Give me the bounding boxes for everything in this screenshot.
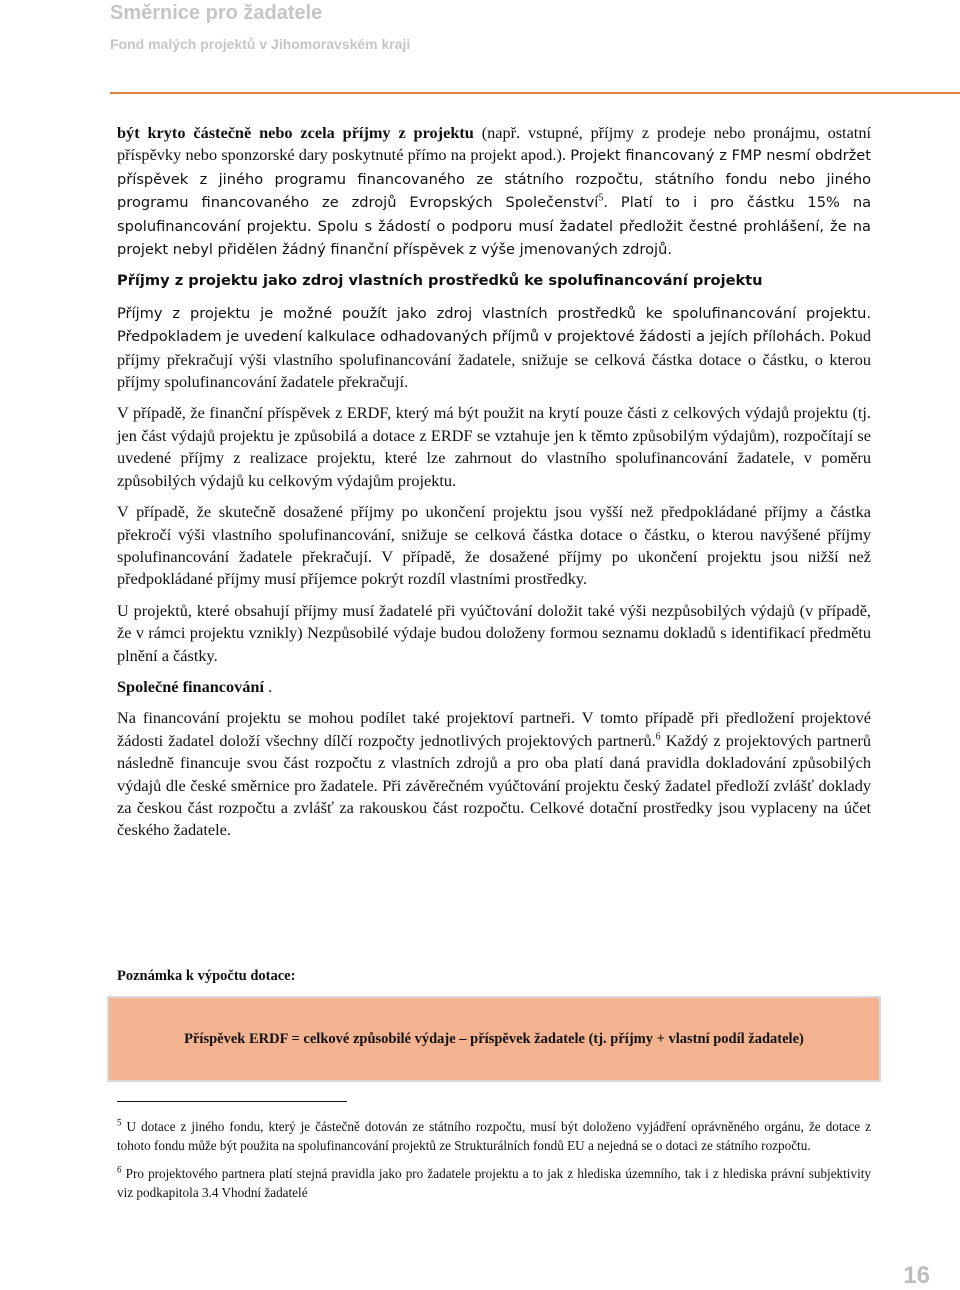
p6-part2: Každý z projektových partnerů následně financuje svou část rozpočtu z vlastních zdrojů a pro oba platí daná pravidla dokladování způsobilých výdajů dle české směrnice pro žadatele. Při závěrečném vyúčtování projektu český žadatel předloží zvlášť doklady za českou část rozpočtu a zvlášť za rakouskou část rozpočtu. Celkové dotační prostředky jsou vyplaceny na účet českého žadatele. [117, 730, 871, 840]
formula-box [107, 996, 881, 1082]
p6-part1: Na financování projektu se mohou podílet také projektoví partneři. V tomto případě při předložení projektové žádosti žadatel doloží všechny dílčí rozpočty jednotlivých projektových partnerů. [117, 708, 871, 750]
p2-sans-text: Příjmy z projektu je možné použít jako zdroj vlastních prostředků ke spolufinancování projektu. Předpokladem je uvedení kalkulace odhadovaných příjmů v projektové žádosti a jejích přílohách. [117, 304, 871, 346]
paragraph-income-source [117, 302, 871, 394]
footnote-divider [117, 1101, 347, 1102]
paragraph-joint-financing [117, 707, 871, 841]
header-divider [110, 92, 960, 94]
heading2-suffix: . [264, 676, 273, 696]
p4-part2: V případě, že dosažené příjmy po ukončení projektu jsou nižší než předpokládané příjmy musí příjemce pokrýt rozdíl vlastními prostředky. [117, 546, 871, 589]
paragraph-funding-restrictions [117, 122, 871, 261]
footnote-6-text: Pro projektového partnera platí stejná pravidla jako pro žadatele projektu a to jak z hlediska územního, tak i z hlediska právní subjektivity viz podkapitola 3.4 Vhodní žadatelé [117, 1166, 871, 1200]
footnote-5-number: 5 [117, 1117, 122, 1128]
body-text [117, 122, 871, 851]
page-header [110, 0, 870, 95]
p1-bold-text: být kryto částečně nebo zcela příjmy z projektu [117, 123, 474, 142]
heading2-text: Společné financování [117, 676, 265, 696]
page-number: 16 [903, 1262, 930, 1289]
paragraph-actual-income [117, 501, 871, 591]
p1-declaration-text: Spolu s žádostí o podporu musí žadatel předložit čestné prohlášení, že na projekt nebyl přidělen žádný finanční příspěvek z výše jmenovaných zdrojů. [117, 217, 871, 259]
footnote-ref-6[interactable]: 6 [655, 731, 661, 743]
formula-text: Příspěvek ERDF = celkové způsobilé výdaje – příspěvek žadatele (tj. příjmy + vlastní podíl žadatele) [184, 1030, 804, 1047]
p1-sans-text: Projekt financovaný z FMP nesmí obdržet příspěvek z jiného programu financovaného ze státního rozpočtu, státního fondu nebo jiného programu financovaného ze zdrojů Evropských Společenství [117, 147, 871, 212]
section-heading-joint-financing [117, 676, 871, 698]
paragraph-erdf-ratio: V případě, že finanční příspěvek z ERDF, který má být použit na krytí pouze části z celkových výdajů projektu (tj. jen část výdajů projektu je způsobilá a dotace z ERDF se vztahuje jen k těmto způsobilým výdajům), rozpočítají se uvedené příjmy z realizace projektu, které lze zahrnout do vlastního spolufinancování žadatele, v poměru způsobilých výdajů ku celkovým výdajům projektu. [117, 403, 871, 490]
p1-text-15-percent: . Platí to i pro částku 15% na spolufinancování projektu. [117, 194, 872, 235]
section-heading-income: Příjmy z projektu jako zdroj vlastních prostředků ke spolufinancování projektu [117, 272, 763, 290]
footnote-6-number: 6 [117, 1164, 122, 1175]
footnote-5-text: U dotace z jiného fondu, který je částečně dotován ze státního rozpočtu, musí být doloženo vyjádření oprávněného orgánu, že dotace z tohoto fondu může být použita na spolufinancování projektů ze Strukturálních fondů EU a nejedná se o dotaci ze státního rozpočtu. [117, 1119, 871, 1153]
paragraph-ineligible-expenses: U projektů, které obsahují příjmy musí žadatelé při vyúčtování doložit také výši nezpůsobilých výdajů (v případě, že v rámci projektu vznikly) Nezpůsobilé výdaje budou doloženy formou seznamu dokladů s identifikací předmětu plnění a částky. [117, 600, 871, 665]
footnote-6 [117, 1165, 871, 1202]
header-title: Směrnice pro žadatele [110, 2, 323, 24]
footnote-5 [117, 1118, 871, 1155]
footnote-ref-5[interactable]: 5 [598, 192, 604, 204]
p2-serif-text: Pokud příjmy překračují výši vlastního spolufinancování žadatele, snižuje se celková částka dotace o částku, o kterou příjmy spolufinancování žadatele překračují. [117, 326, 871, 392]
p1-text: (např. vstupné, příjmy z prodeje nebo pronájmu, ostatní příspěvky nebo sponzorské dary poskytnuté přímo na projekt apod.). [117, 123, 871, 165]
header-subtitle: Fond malých projektů v Jihomoravském kraji [110, 36, 411, 52]
p4-part1: V případě, že skutečně dosažené příjmy po ukončení projektu jsou vyšší než předpokládané příjmy a částka překročí výši vlastního spolufinancování, snižuje se celková částka dotace o částku, o kterou navýšené příjmy spolufinancování žadatele překračují. [117, 502, 871, 566]
note-title: Poznámka k výpočtu dotace: [117, 968, 296, 984]
footnotes [117, 1118, 871, 1212]
